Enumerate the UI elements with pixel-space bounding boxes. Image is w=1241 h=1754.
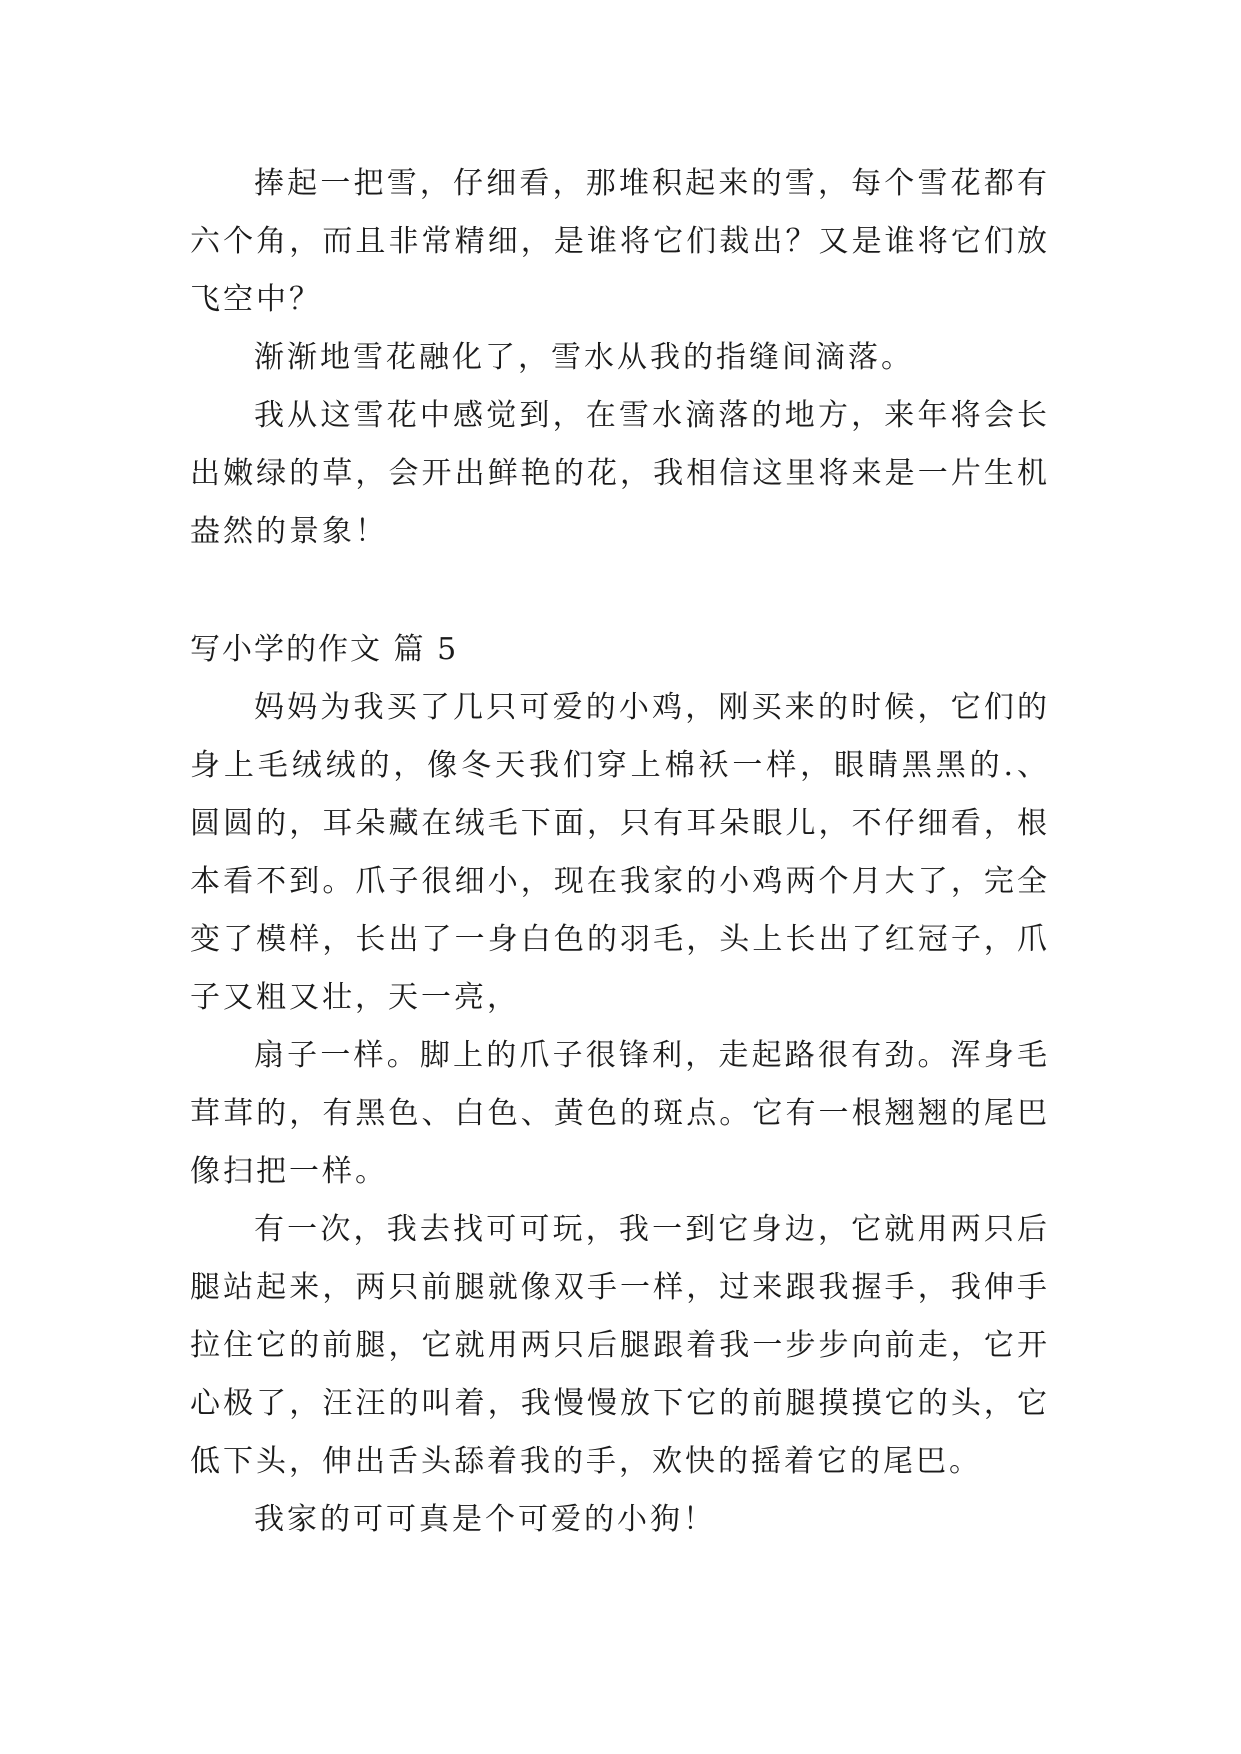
paragraph-dog-2: 我家的可可真是个可爱的小狗！ [254,1502,716,1537]
paragraph-chicks-1: 妈妈为我买了几只可爱的小鸡，刚买来的时候，它们的身上毛绒绒的，像冬天我们穿上棉袄一样，眼睛黑黑的.、圆圆的，耳朵藏在绒毛下面，只有耳朵眼儿，不仔细看，根本看不到。爪子很细小，现在我家的小鸡两个月大了，完全变了模样，长出了一身白色的羽毛，头上长出了红冠子，爪子又粗又壮，天一亮， [190,690,1050,1015]
paragraph-snowflake-3: 我从这雪花中感觉到，在雪水滴落的地方，来年将会长出嫩绿的草，会开出鲜艳的花，我相信这里将来是一片生机盎然的景象！ [190,398,1050,549]
paragraph-snowflake-2: 渐渐地雪花融化了，雪水从我的指缝间滴落。 [254,340,914,375]
paragraph-dog-1: 有一次，我去找可可玩，我一到它身边，它就用两只后腿站起来，两只前腿就像双手一样，过来跟我握手，我伸手拉住它的前腿，它就用两只后腿跟着我一步步向前走，它开心极了，汪汪的叫着，我慢慢放下它的前腿摸摸它的头，它低下头，伸出舌头舔着我的手，欢快的摇着它的尾巴。 [190,1212,1050,1479]
essay-heading: 写小学的作文 篇 5 [190,632,459,667]
paragraph-chicks-2: 扇子一样。脚上的爪子很锋利，走起路很有劲。浑身毛茸茸的，有黑色、白色、黄色的斑点。它有一根翘翘的尾巴像扫把一样。 [190,1038,1050,1189]
section-spacer [190,561,1050,621]
paragraph-snowflake-1: 捧起一把雪，仔细看，那堆积起来的雪，每个雪花都有六个角，而且非常精细，是谁将它们裁出？又是谁将它们放飞空中？ [190,166,1050,317]
document-body [190,155,1050,1549]
